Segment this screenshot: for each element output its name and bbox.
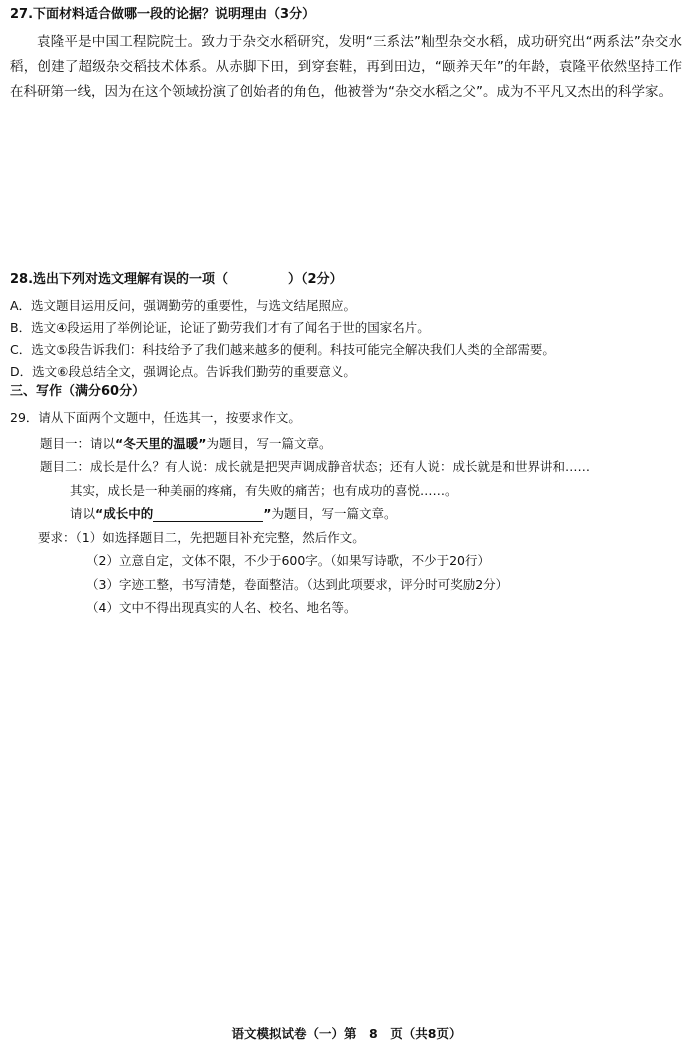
section-writing-heading: 三、写作（满分60分） bbox=[10, 384, 146, 399]
question-29-title: 29．请从下面两个文题中，任选其一，按要求作文。 bbox=[10, 410, 301, 425]
topic-one-title: “冬天里的温暖” bbox=[115, 435, 207, 451]
requirement-4: （4）文中不得出现真实的人名、校名、地名等。 bbox=[86, 600, 357, 615]
question-27-material: 袁隆平是中国工程院院士。致力于杂交水稻研究，发明“三系法”籼型杂交水稻，成功研究出“两系法”杂交水稻，创建了超级杂交稻技术体系。从赤脚下田，到穿套鞋，再到田边，“颐养天年”的年龄，袁隆平依然坚持工作在科研第一线，因为在这个领域扮演了创始者的角色，他被誉为“杂交水稻之父”。成为不平凡又杰出的科学家。 bbox=[10, 34, 682, 100]
topic-two-line-3 bbox=[10, 502, 682, 526]
topic-one bbox=[10, 432, 682, 456]
topic-two-prefix: 请以 bbox=[70, 506, 96, 521]
requirement-2: （2）立意自定，文体不限，不少于600字。（如果写诗歌，不少于20行） bbox=[86, 553, 490, 568]
page-footer: 语文模拟试卷（一）第 8 页（共8页） bbox=[231, 1026, 462, 1041]
requirement-1: （1）如选择题目二，先把题目补充完整，然后作文。 bbox=[75, 529, 365, 545]
requirement-3: （3）字迹工整，书写清楚，卷面整洁。（达到此项要求，评分时可奖励2分） bbox=[86, 576, 509, 592]
topic-two-suffix: 为题目，写一篇文章。 bbox=[271, 506, 397, 521]
question-28-title-end: ）（2分） bbox=[288, 272, 343, 287]
topic-two-title-start: “成长中的 bbox=[95, 506, 154, 521]
question-27-title: 27.下面材料适合做哪一段的论据？说明理由（3分） bbox=[10, 7, 316, 22]
question-29 bbox=[10, 406, 682, 620]
option-a: A．选文题目运用反问，强调勤劳的重要性，与选文结尾照应。 bbox=[10, 298, 357, 313]
topic-two-title-end: ” bbox=[263, 506, 272, 521]
topic-two-line-1: 题目二：成长是什么？有人说：成长就是把哭声调成静音状态；还有人说：成长就是和世界讲和…… bbox=[40, 459, 591, 474]
topic-two-line-2: 其实，成长是一种美丽的疼痛，有失败的痛苦；也有成功的喜悦……。 bbox=[70, 482, 458, 498]
title-fill-blank[interactable] bbox=[153, 507, 263, 522]
topic-one-prefix: 题目一：请以 bbox=[40, 435, 116, 451]
question-28 bbox=[10, 271, 682, 383]
question-27 bbox=[10, 6, 682, 105]
question-28-title-start: 28.选出下列对选文理解有误的一项（ bbox=[10, 272, 229, 287]
option-d: D．选文⑥段总结全文，强调论点。告诉我们勤劳的重要意义。 bbox=[10, 364, 356, 379]
question-28-title bbox=[10, 271, 682, 289]
requirements-label: 要求： bbox=[38, 529, 76, 545]
requirement-1-line bbox=[10, 526, 682, 550]
topic-one-suffix: 为题目，写一篇文章。 bbox=[206, 435, 332, 451]
option-b: B．选文④段运用了举例论证，论证了勤劳我们才有了闻名于世的国家名片。 bbox=[10, 320, 430, 335]
option-c: C．选文⑤段告诉我们：科技给予了我们越来越多的便利。科技可能完全解决我们人类的全部需要。 bbox=[10, 342, 555, 357]
